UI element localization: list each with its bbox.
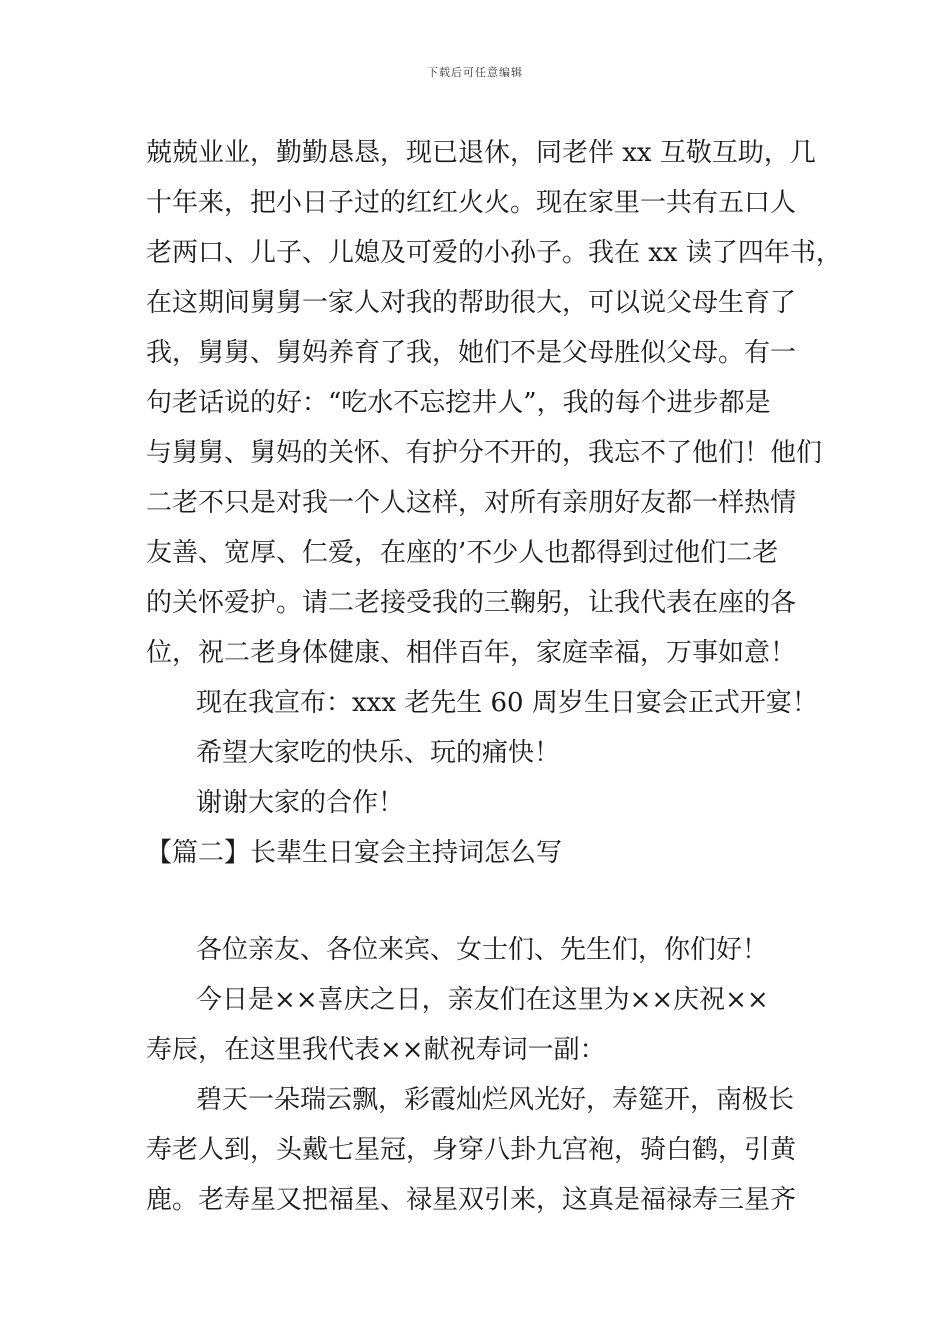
body-line: 鹿。老寿星又把福星、禄星双引来，这真是福禄寿三星齐	[146, 1185, 797, 1215]
body-line: 老两口、儿子、儿媳及可爱的小孙子。我在 xx 读了四年书，	[146, 238, 842, 268]
body-line: 谢谢大家的合作！	[196, 788, 405, 818]
body-line: 二老不只是对我一个人这样，对所有亲朋好友都一样热情	[146, 488, 797, 518]
body-line: 十年来，把小日子过的红红火火。现在家里一共有五口人	[146, 188, 797, 218]
body-line: 我，舅舅、舅妈养育了我，她们不是父母胜似父母。有一	[146, 338, 797, 368]
body-line: 寿辰，在这里我代表××献祝寿词一副：	[146, 1035, 606, 1065]
body-line: 希望大家吃的快乐、玩的痛快！	[196, 738, 561, 768]
section-heading: 【篇二】长辈生日宴会主持词怎么写	[146, 838, 563, 868]
body-line: 今日是××喜庆之日，亲友们在这里为××庆祝××	[196, 985, 769, 1015]
body-line: 各位亲友、各位来宾、女士们、先生们，你们好！	[196, 935, 769, 965]
body-line: 友善、宽厚、仁爱，在座的’不少人也都得到过他们二老	[146, 538, 779, 568]
body-line: 在这期间舅舅一家人对我的帮助很大，可以说父母生育了	[146, 288, 797, 318]
body-line: 碧天一朵瑞云飘，彩霞灿烂风光好，寿筵开，南极长	[196, 1085, 795, 1115]
body-line: 句老话说的好：“吃水不忘挖井人”，我的每个进步都是	[146, 388, 771, 418]
body-line: 与舅舅、舅妈的关怀、有护分不开的，我忘不了他们！他们	[146, 438, 823, 468]
body-line: 现在我宣布：xxx 老先生 60 周岁生日宴会正式开宴！	[196, 688, 818, 718]
page-header: 下载后可任意编辑	[427, 66, 523, 79]
body-line: 位，祝二老身体健康、相伴百年，家庭幸福，万事如意！	[146, 638, 797, 668]
body-line: 兢兢业业，勤勤恳恳，现已退休，同老伴 xx 互敬互助，几	[146, 138, 816, 168]
body-line: 的关怀爱护。请二老接受我的三鞠躬，让我代表在座的各	[146, 588, 797, 618]
body-line: 寿老人到，头戴七星冠，身穿八卦九宫袍，骑白鹤，引黄	[146, 1135, 797, 1165]
